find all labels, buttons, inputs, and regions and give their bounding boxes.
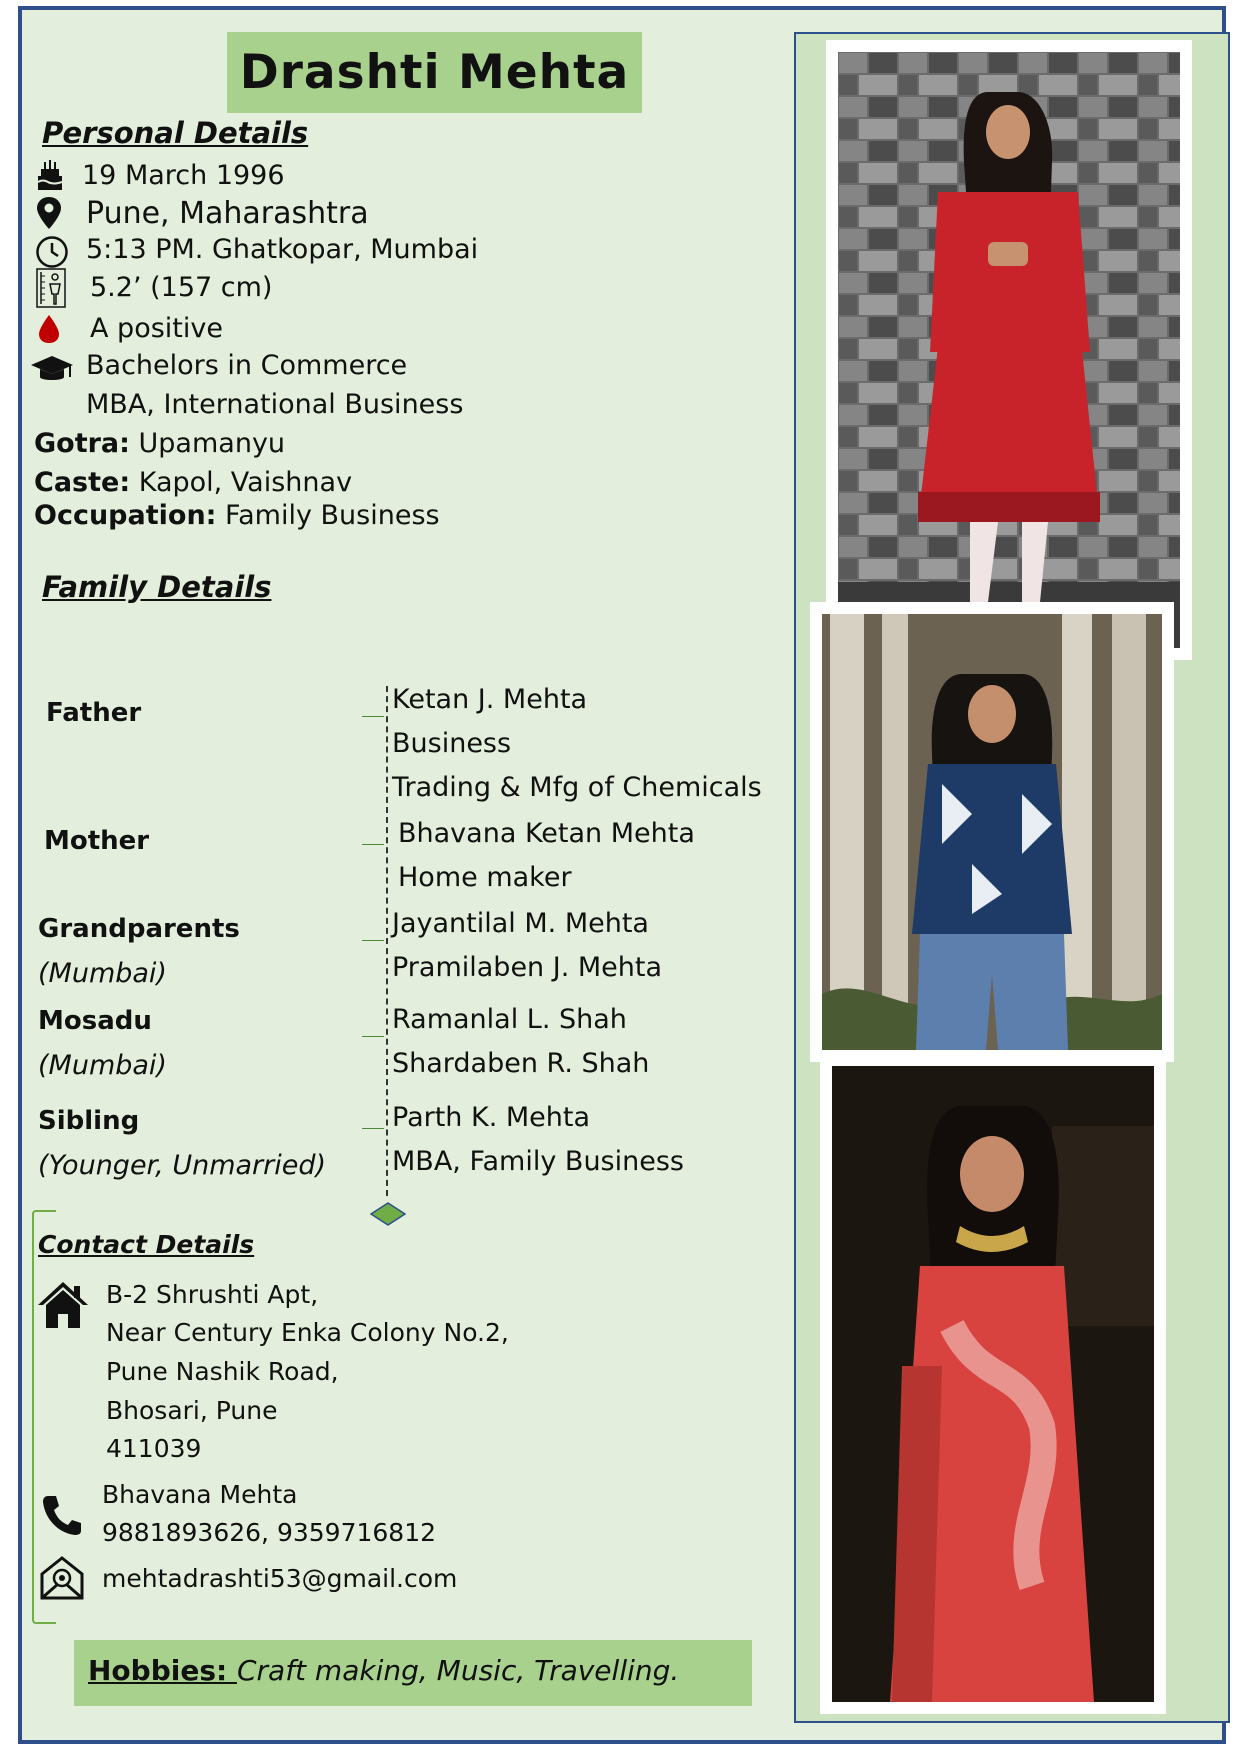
phone-icon bbox=[42, 1494, 82, 1536]
phone-numbers: 9881893626, 9359716812 bbox=[102, 1518, 437, 1547]
timeline-tick bbox=[362, 1128, 384, 1129]
father-name: Ketan J. Mehta bbox=[392, 684, 588, 715]
graduation-cap-icon bbox=[30, 353, 74, 385]
photo-standing-red-kurta bbox=[838, 52, 1180, 648]
grandparents-location: (Mumbai) bbox=[38, 958, 167, 989]
hobbies-row bbox=[88, 1654, 679, 1687]
sibling-occupation: MBA, Family Business bbox=[392, 1146, 684, 1177]
timeline-tick bbox=[362, 716, 384, 717]
timeline-tick bbox=[362, 1036, 384, 1037]
mosadu-name-2: Shardaben R. Shah bbox=[392, 1048, 650, 1079]
address-pincode: 411039 bbox=[106, 1434, 202, 1463]
photo-3 bbox=[820, 1054, 1166, 1714]
occupation-value: Family Business bbox=[216, 500, 440, 531]
birthday-cake-icon bbox=[36, 158, 64, 192]
father-business: Trading & Mfg of Chemicals bbox=[392, 772, 762, 803]
mother-label: Mother bbox=[44, 826, 150, 856]
education-2-text: MBA, International Business bbox=[86, 389, 464, 420]
mosadu-location: (Mumbai) bbox=[38, 1050, 167, 1081]
sibling-detail: (Younger, Unmarried) bbox=[38, 1150, 327, 1181]
mother-name: Bhavana Ketan Mehta bbox=[398, 818, 695, 849]
caste-label: Caste: bbox=[34, 467, 131, 498]
father-occupation: Business bbox=[392, 728, 512, 759]
family-timeline-line bbox=[386, 686, 388, 1196]
email-address[interactable]: mehtadrashti53@gmail.com bbox=[102, 1564, 458, 1593]
gotra-row bbox=[34, 428, 285, 459]
birth-time-text: 5:13 PM. Ghatkopar, Mumbai bbox=[86, 234, 479, 265]
family-details-title: Family Details bbox=[42, 570, 272, 604]
caste-value: Kapol, Vaishnav bbox=[130, 467, 353, 498]
dob-text: 19 March 1996 bbox=[82, 160, 285, 191]
clock-icon bbox=[35, 235, 69, 269]
contact-details-title: Contact Details bbox=[38, 1230, 255, 1259]
photo-1-frame bbox=[838, 52, 1180, 648]
grandmother-name: Pramilaben J. Mehta bbox=[392, 952, 663, 983]
email-icon bbox=[40, 1556, 84, 1600]
occupation-row bbox=[34, 500, 440, 531]
biodata-page bbox=[18, 6, 1226, 1744]
caste-row bbox=[34, 467, 352, 498]
address-line-3: Pune Nashik Road, bbox=[106, 1357, 339, 1386]
sibling-name: Parth K. Mehta bbox=[392, 1102, 591, 1133]
photo-red-saree-portrait bbox=[832, 1066, 1154, 1702]
name-banner bbox=[227, 32, 642, 113]
timeline-tick bbox=[362, 940, 384, 941]
address-line-2: Near Century Enka Colony No.2, bbox=[106, 1318, 509, 1347]
mother-occupation: Home maker bbox=[398, 862, 572, 893]
timeline-tick bbox=[362, 844, 384, 845]
photo-2 bbox=[810, 602, 1174, 1062]
person-name: Drashti Mehta bbox=[239, 45, 630, 100]
place-text: Pune, Maharashtra bbox=[86, 196, 369, 231]
gotra-label: Gotra: bbox=[34, 428, 130, 459]
height-icon bbox=[36, 268, 66, 308]
height-text: 5.2’ (157 cm) bbox=[90, 272, 273, 303]
education-1-text: Bachelors in Commerce bbox=[86, 350, 408, 381]
grandfather-name: Jayantilal M. Mehta bbox=[392, 908, 649, 939]
mosadu-name-1: Ramanlal L. Shah bbox=[392, 1004, 627, 1035]
grandparents-label: Grandparents bbox=[38, 914, 240, 944]
address-line-1: B-2 Shrushti Apt, bbox=[106, 1280, 319, 1309]
photo-1 bbox=[826, 40, 1192, 660]
photo-2-frame bbox=[822, 614, 1162, 1050]
mosadu-label: Mosadu bbox=[38, 1006, 152, 1036]
photo-banyan-tree-blue-top bbox=[822, 614, 1162, 1050]
photo-column bbox=[794, 32, 1230, 1723]
hobbies-text: Craft making, Music, Travelling. bbox=[236, 1654, 680, 1687]
hobbies-banner bbox=[74, 1640, 752, 1706]
address-line-4: Bhosari, Pune bbox=[106, 1396, 278, 1425]
hobbies-label: Hobbies: bbox=[88, 1654, 237, 1687]
location-pin-icon bbox=[36, 196, 62, 230]
blood-group-text: A positive bbox=[90, 313, 223, 344]
photo-3-frame bbox=[832, 1066, 1154, 1702]
blood-drop-icon bbox=[38, 314, 60, 344]
father-label: Father bbox=[46, 698, 142, 728]
home-icon bbox=[36, 1280, 90, 1330]
personal-details-title: Personal Details bbox=[42, 116, 309, 150]
gotra-value: Upamanyu bbox=[129, 428, 286, 459]
occupation-label: Occupation: bbox=[34, 500, 217, 531]
timeline-diamond-icon bbox=[370, 1202, 406, 1226]
sibling-label: Sibling bbox=[38, 1106, 140, 1136]
contact-person-name: Bhavana Mehta bbox=[102, 1480, 298, 1509]
